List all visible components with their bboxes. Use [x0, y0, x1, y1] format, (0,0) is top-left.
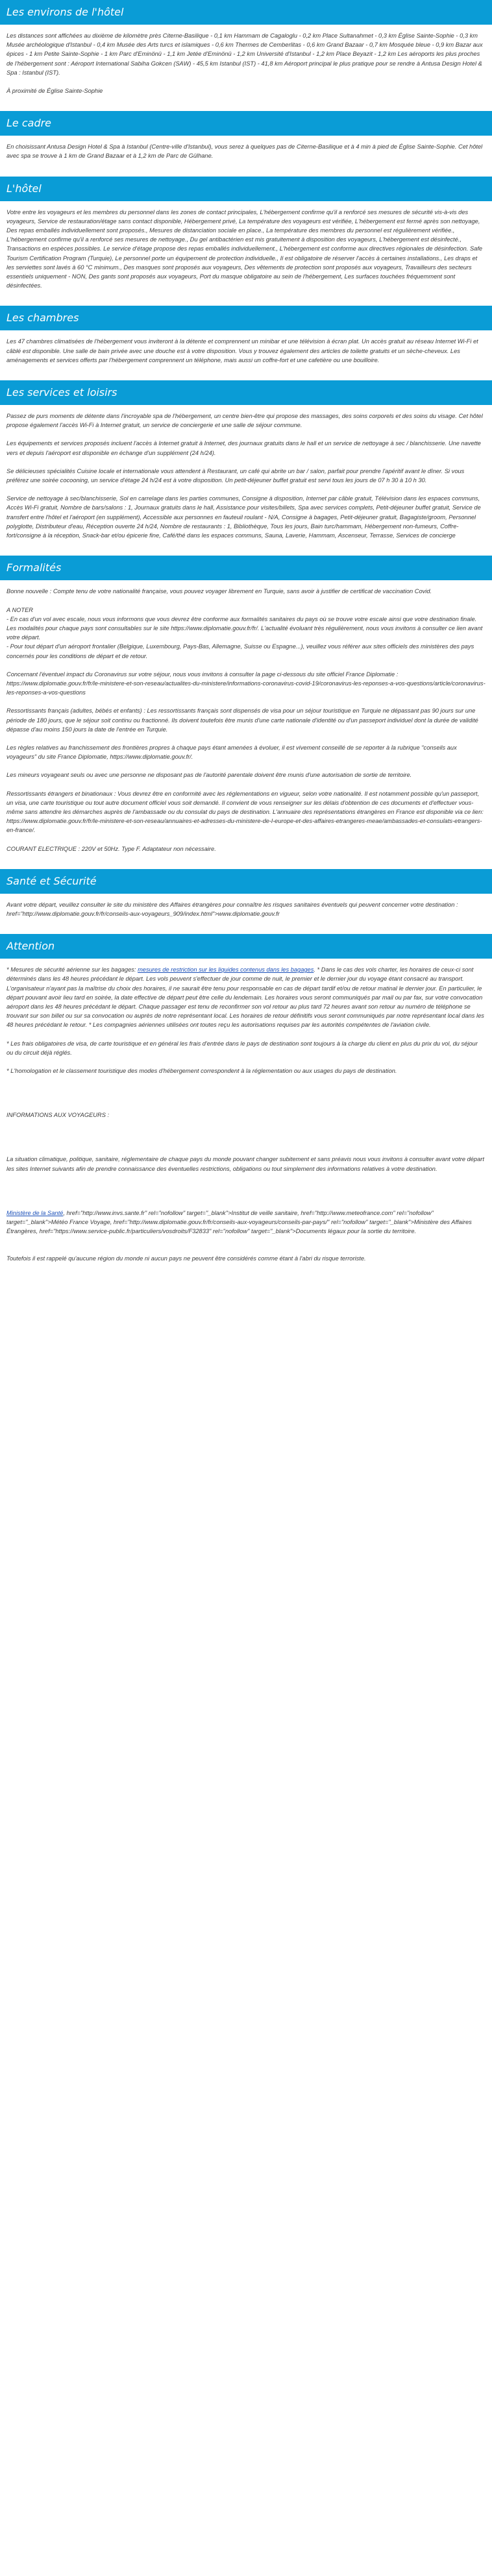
- formalites-courant: COURANT ELECTRIQUE : 220V et 50Hz. Type F. Adaptateur non nécessaire.: [6, 845, 216, 852]
- attention-bagages-prefix: * Mesures de sécurité aérienne sur les bagages:: [6, 966, 138, 974]
- attention-links-rest: , href="http://www.invs.sante.fr" rel="nofollow" target="_blank">Institut de veille sanitaire, href="http://www.meteofrance.com" rel="nofollow" target="_blank">Météo France Voyage, href="http://www.diplomatie.gouv.fr/fr/conseils-aux-voyageurs/conseils-par-pays/" rel="nofollow" target="_blank">Ministère des Affaires Étrangères, href="https://www.service-public.fr/particuliers/vosdroits/F32833" rel="nofollow" target="_blank">Documents légaux pour la sortie du territoire.: [6, 1209, 472, 1235]
- section-header-chambres: Les chambres: [0, 306, 492, 330]
- section-body-chambres: [0, 330, 492, 365]
- attention-situation: La situation climatique, politique, sanitaire, réglementaire de chaque pays du monde pouvant changer subitement et sans préavis nous vous invitons à consulter avant votre départ les sites Internet suivants afin de prendre connaissance des éventuelles restrictions, obligations ou tout simplement des informations relatives à votre destination.: [6, 1156, 484, 1172]
- attention-frais: * Les frais obligatoires de visa, de carte touristique et en général les frais d'entrée dans le pays de destination sont toujours à la charge du client en plus du prix du vol, du séjour ou du circuit déjà réglés.: [6, 1040, 478, 1056]
- formalites-mineurs: Les mineurs voyageant seuls ou avec une personne ne disposant pas de l'autorité parentale doivent être munis d'une autorisation de sortie de territoire.: [6, 772, 412, 779]
- formalites-nationality: Bonne nouvelle : Compte tenu de votre nationalité française, vous pouvez voyager librement en Turquie, sans avoir à justifier de certificat de vaccination Covid.: [6, 588, 432, 595]
- attention-terrorisme: Toutefois il est rappelé qu'aucune région du monde ni aucun pays ne peuvent être considérés comme étant à l'abri du risque terroriste.: [6, 1255, 366, 1262]
- formalites-coronavirus: Concernant l'éventuel impact du Coronavirus sur votre séjour, nous vous invitons à consulter la page ci-dessous du site officiel France Diplomatie : https://www.diplomatie.gouv.fr/fr/le-ministere-et-son-reseau/actualites-du-ministere/informations-coronavirus-covid-19/coronavirus-les-reponses-a-vos-questions/article/coronavirus-les-reponses-a-vos-questions: [6, 670, 486, 696]
- attention-info-title: INFORMATIONS AUX VOYAGEURS :: [6, 1112, 110, 1119]
- section-header-formalites: Formalités: [0, 556, 492, 580]
- hotel-text: Votre entre les voyageurs et les membres du personnel dans les zones de contact principales, L'hébergement confirme qu'il a renforcé ses mesures de sécurité vis-à-vis des voyageurs, Service de restauration/étage sans contact disponible, Hébergement privé, La température des voyageurs est vérifiée, L'hébergement est fermé après son nettoyage, Des repas emballés individuellement sont proposés., Mesures de distanciation sociale en place., La température des membres du personnel est régulièrement vérifiée., L'hébergement confirme qu'il a renforcé ses mesures de nettoyage., Du gel antibactérien est mis gratuitement à disposition des voyageurs, L'hébergement est désinfecté., Transactions en espèces possibles. Le service d'étage propose des repas emballés individuellement., L'hébergement est conforme aux directives régionales de désinfection. Safe Tourism Certification Program (Turquie), Le personnel porte un équipement de protection individuelle., Il est obligatoire de réserver l'accès à certaines installations., Les draps et les serviettes sont lavés à 60 °C minimum., Des masques sont proposés aux voyageurs, Des vêtements de protection sont proposés aux voyageurs, Travailleurs des secteurs essentiels uniquement - NON, Des gants sont proposés aux voyageurs, Port du masque obligatoire au sein de l'hébergement, Les surfaces touchées fréquemment sont désinfectées.: [6, 208, 483, 289]
- section-header-services: Les services et loisirs: [0, 380, 492, 405]
- section-body-hotel: [0, 201, 492, 291]
- spacer: [6, 1183, 486, 1208]
- formalites-note-escale: - En cas d'un vol avec escale, nous vous informons que vous devrez être conforme aux formalités sanitaires du pays où se trouve votre escale ainsi que votre destination finale.: [6, 615, 477, 622]
- section-header-environs: Les environs de l'hôtel: [0, 0, 492, 25]
- spacer: [6, 1245, 486, 1254]
- chambres-text: Les 47 chambres climatisées de l'hébergement vous inviteront à la détente et comprennent un minibar et une télévision à écran plat. Un accès gratuit au réseau Internet Wi-Fi et câblé est disponible. Une salle de bain privée avec une douche est à votre disposition. Vous y trouvez également des articles de toilette gratuits et un sèche-cheveux. Les aménagements et services offerts par l'hébergement comprennent un téléphone, mais aussi un coffre-fort et une cafetière ou une bouilloire.: [6, 338, 478, 363]
- section-body-formalites: [0, 580, 492, 853]
- sante-text: Avant votre départ, veuillez consulter le site du ministère des Affaires étrangères pour connaître les risques sanitaires éventuels qui peuvent concerner votre destination : href="http://www.diplomatie.gouv.fr/fr/conseils-aux-voyageurs_909/index.html">www.diplomatie.gouv.fr: [6, 901, 458, 917]
- services-equipements: Les équipements et services proposés incluent l'accès à Internet gratuit à Internet, des journaux gratuits dans le hall et un service de nettoyage à sec / blanchisserie. Une navette vers et depuis l'aéroport est disponible en échange d'un supplément (24 h/24).: [6, 440, 481, 456]
- attention-links: [6, 1208, 486, 1236]
- cadre-text: En choisissant Antusa Design Hotel & Spa à Istanbul (Centre-ville d'Istanbul), vous serez à quelques pas de Citerne-Basilique et à 4 min à pied de Église Sainte-Sophie. Cet hôtel avec spa se trouve à 1 km de Grand Bazaar et à 1,2 km de Parc de Gülhane.: [6, 143, 483, 160]
- formalites-note-modalites: Les modalités pour chaque pays sont consultables sur le site https://www.diplomatie.gouv.fr/fr/. L'actualité évoluant très régulièrement, nous vous invitons à consulter ce lien avant votre départ.: [6, 624, 483, 641]
- formalites-ressortissants: Ressortissants français (adultes, bébés et enfants) : Les ressortissants français sont dispensés de visa pour un séjour touristique en Turquie ne dépassant pas 90 jours sur une période de 180 jours, que le séjour soit continu ou fractionné. Ils doivent toutefois être munis d'une carte nationale d'identité ou d'un passeport individuel dont la durée de validité dépasse d'au moins 150 jours la date de l'entrée en Turquie.: [6, 707, 478, 733]
- ministere-sante-link[interactable]: Ministère de la Santé: [6, 1209, 64, 1216]
- attention-bagages: [6, 965, 486, 1029]
- section-body-cadre: [0, 136, 492, 160]
- services-spa: Passez de purs moments de détente dans l'incroyable spa de l'hébergement, un centre bien-être qui propose des massages, des soins corporels et des soins du visage. Cet hôtel propose également l'accès Wi-Fi à Internet gratuit, un service de conciergerie et une salle de séjour commune.: [6, 413, 483, 429]
- formalites-frontieres: Les règles relatives au franchissement des frontières propres à chaque pays étant amenées à évoluer, il est vivement conseillé de se reporter à la rubrique "conseils aux voyageurs" du site France Diplomatie, https://www.diplomatie.gouv.fr/.: [6, 744, 457, 761]
- attention-homologation: * L'homologation et le classement touristique des modes d'hébergement correspondent à la réglementation ou aux usages du pays de destination.: [6, 1068, 397, 1074]
- attention-bagages-suffix: . * Dans le cas des vols charter, les horaires de ceux-ci sont déterminés dans les 48 heures précédant le départ. Les vols peuvent s'effectuer de jour comme de nuit, le premier et le dernier jour du voyage étant consacré au transport. L'organisateur n'ayant pas la maîtrise du choix des horaires, il ne saurait être tenu pour responsable en cas de départ tardif et/ou de retour matinal le dernier jour. En particulier, le départ pouvant avoir lieu tard en soirée, la date effective de départ peut être celle du lendemain. Les horaires vous seront communiqués par mail ou par fax, sur votre convocation aéroport dans les 48 heures précédant le départ. Chaque passager est tenu de reconfirmer son vol retour au plus tard 72 heures avant son retour au numéro de téléphone se trouvant sur son billet ou sur sa convocation ou auprès de notre représentant local. Les horaires de retour définitifs vous seront communiqués par notre représentant local dans les 48 heures précédant le retour. * Les compagnies aériennes utilisées ont toutes reçu les autorisations requises par les autorités compétentes de l'aviation civile.: [6, 966, 484, 1029]
- section-header-cadre: Le cadre: [0, 111, 492, 136]
- section-body-services: [0, 405, 492, 540]
- section-header-hotel: L'hôtel: [0, 177, 492, 201]
- section-body-sante: [0, 894, 492, 918]
- services-restaurant: Se délicieuses spécialités Cuisine locale et internationale vous attendent à Restaurant, un café qui abrite un bar / salon, parfait pour prendre l'apéritif avant le dîner. Si vous préférez une soirée cocooning, un service d'étage 24 h/24 est à votre disposition. Un petit-déjeuner buffet gratuit est servi tous les jours de 07 h 30 à 10 h 30.: [6, 467, 465, 484]
- formalites-note-title: A NOTER: [6, 606, 33, 613]
- services-list: Service de nettoyage à sec/blanchisserie, Sol en carrelage dans les parties communes, Consigne à disposition, Internet par câble gratuit, Télévision dans les espaces communs, Accès Wi-Fi gratuit, Nombre de bars/salons : 1, Journaux gratuits dans le hall, Assistance pour visites/billets, Spa avec services complets, Petit-déjeuner buffet gratuit, Service de transfert entre l'hôtel et l'aéroport (en supplément), Accessible aux personnes en fauteuil roulant - N/A, Consigne à bagages, Petit-déjeuner gratuit, Bagagiste/groom, Personnel polyglotte, Distributeur d'eau, Réception ouverte 24 h/24, Nombre de restaurants : 1, Bibliothèque, Tous les jours, Bain turc/hammam, Hébergement non-fumeurs, Coffre-fort/consigne à la réception, Snack-bar et/ou épicerie fine, Café/thé dans les espaces communs, Sauna, Laverie, Hammam, Ascenseur, Terrasse, Services de concierge: [6, 495, 481, 539]
- environs-distances: Les distances sont affichées au dixième de kilomètre près Citerne-Basilique - 0,1 km Hammam de Cagaloglu - 0,2 km Place Sultanahmet - 0,3 km Église Sainte-Sophie - 0,3 km Musée archéologique d'Istanbul - 0,4 km Musée des Arts turcs et islamiques - 0,6 km Thermes de Cemberlitas - 0,6 km Grand Bazaar - 0,7 km Mosquée bleue - 0,9 km Bazar aux épices - 1 km Petite Sainte-Sophie - 1 km Parc d'Eminönü - 1,1 km Jetée d'Eminönü - 1,2 km Université d'Istanbul - 1,2 km Place Beyazit - 1,2 km Les aéroports les plus proches de l'hébergement sont : Aéroport International Sabiha Gokcen (SAW) - 45,5 km Istanbul (IST) - 41,8 km Aéroport principal le plus pratique pour se rendre à Antusa Design Hotel & Spa : Istanbul (IST).: [6, 32, 483, 76]
- spacer: [6, 1129, 486, 1155]
- formalites-etrangers: Ressortissants étrangers et binationaux : Vous devrez être en conformité avec les réglementations en vigueur, selon votre nationalité. Il est notamment possible qu'un passeport, un visa, une carte touristique ou tout autre document officiel vous soit demandé. Il convient de vous renseigner sur les délais d'obtention de ces documents et d'effectuer vous-même sans attendre les démarches auprès de l'ambassade ou du consulat du pays de destination. L'annuaire des représentations étrangères en France est disponible via ce lien: https://www.diplomatie.gouv.fr/fr/le-ministere-et-son-reseau/annuaires-et-adresses-du-ministere-de-l-europe-et-des-affaires-etrangeres-meae/ambassades-et-consulats-etrangers-en-france/.: [6, 790, 484, 834]
- section-header-sante: Santé et Sécurité: [0, 869, 492, 894]
- liquides-restriction-link[interactable]: mesures de restriction sur les liquides contenus dans les bagages: [138, 966, 314, 974]
- section-header-attention: Attention: [0, 934, 492, 959]
- environs-proximity: À proximité de Église Sainte-Sophie: [6, 88, 103, 95]
- section-body-environs: [0, 25, 492, 95]
- formalites-note: [6, 606, 486, 661]
- section-body-attention: [0, 959, 492, 1263]
- formalites-note-frontalier: - Pour tout départ d'un aéroport frontalier (Belgique, Luxembourg, Pays-Bas, Allemagne, Suisse ou Espagne...), veuillez vous référer aux sites officiels des ministères des pays concernés pour les conditions de départ et de retour.: [6, 643, 474, 659]
- spacer: [6, 1085, 486, 1110]
